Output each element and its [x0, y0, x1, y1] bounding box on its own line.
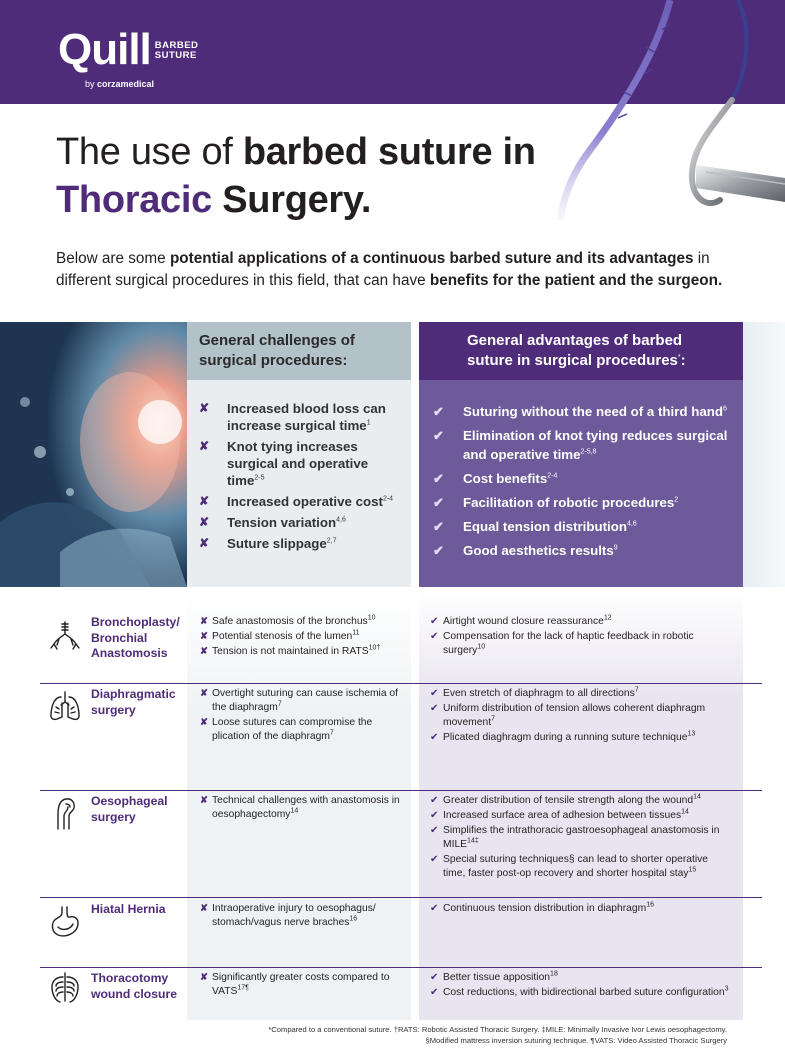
- quill-logo: [58, 25, 199, 89]
- procedure-name: Oesophageal surgery: [91, 794, 168, 824]
- procedure-name: Diaphragmatic surgery: [91, 687, 176, 717]
- check-icon: ✔: [430, 825, 439, 836]
- procedure-advantages: [430, 971, 730, 1001]
- check-icon: ✔: [433, 543, 444, 558]
- procedure-name: Thoracotomy wound closure: [91, 971, 177, 1001]
- cross-icon: ✘: [199, 536, 210, 550]
- logo-tagline: BARBED SUTURE: [154, 40, 199, 61]
- procedure-challenges: [200, 902, 410, 931]
- list-item: ✘ Technical challenges with anastomosis in oesophagectomy$^{14}$: [200, 795, 400, 820]
- list-item: ✔ Cost reductions, with bidirectional barbed suture configuration$^3$: [430, 985, 729, 998]
- challenges-list: [199, 400, 404, 556]
- general-advantages-column: [419, 322, 743, 587]
- advantages-heading: General advantages of barbed suture in surgical procedures*:: [419, 322, 743, 380]
- row-divider: [40, 897, 762, 898]
- barbed-suture-needle-image: [520, 0, 785, 225]
- list-item: ✔ Plicated diaghragm during a running suture technique$^{13}$: [430, 730, 696, 743]
- list-item: ✘ Significantly greater costs compared to $VATS^{17\P}$: [200, 972, 390, 997]
- general-band: [0, 322, 785, 587]
- list-item: ✔ Good aesthetics results$^9$: [433, 543, 618, 558]
- check-icon: ✔: [433, 495, 444, 510]
- cross-icon: ✘: [200, 903, 208, 914]
- list-item: ✔ Facilitation of robotic procedures$^2$: [433, 495, 679, 510]
- list-item: ✔ Uniform distribution of tension allows coherent diaphragm movement$^7$: [430, 703, 706, 728]
- cross-icon: ✘: [200, 646, 208, 657]
- procedure-advantages: [430, 615, 730, 659]
- row-divider: [40, 790, 762, 791]
- cross-icon: ✘: [199, 515, 210, 529]
- list-item: ✘ Increased blood loss can increase surgical time$^1$: [199, 401, 386, 433]
- list-item: ✘ Overtight suturing can cause ischemia of the diaphragm$^7$: [200, 688, 399, 713]
- list-item: ✔ Compensation for the lack of haptic feedback in robotic surgery$^{10}$: [430, 631, 694, 656]
- list-item: ✔ Greater distribution of tensile strength along the wound$^{14}$: [430, 793, 701, 806]
- check-icon: ✔: [430, 703, 439, 714]
- procedure-advantages: [430, 794, 730, 882]
- check-icon: ✔: [433, 404, 444, 419]
- check-icon: ✔: [430, 795, 439, 806]
- procedure-challenges: [200, 615, 410, 660]
- list-item: ✔ Better tissue apposition$^{18}$: [430, 970, 558, 983]
- procedure-challenges: [200, 971, 410, 1000]
- page-title: The use of barbed suture in Thoracic Surgery.: [56, 131, 536, 221]
- ribcage-icon: [48, 971, 82, 1005]
- bronchi-icon: [48, 620, 82, 654]
- check-icon: ✔: [430, 616, 439, 627]
- logo-byline: by corzamedical: [85, 79, 155, 89]
- list-item: ✔ Increased surface area of adhesion between tissues$^{14}$: [430, 808, 689, 821]
- check-icon: ✔: [430, 972, 439, 983]
- list-item: ✔ Suturing without the need of a third hand$^6$: [433, 404, 727, 419]
- list-item: ✘ Knot tying increases surgical and operative time$^{2-5}$: [199, 439, 369, 488]
- list-item: ✘ Potential stenosis of the lumen$^{11}$: [200, 629, 360, 642]
- footnotes: *Compared to a conventional suture. †RATS: Robotic Assisted Thoracic Surgery. ‡MILE: Minimally Invasive Ivor Lewis oesophagectomy. §Modified mattress inversion suturing technique. ¶VATS: Video Assisted Thoracic Surgery: [268, 1025, 727, 1045]
- cross-icon: ✘: [199, 494, 210, 508]
- list-item: ✘ Increased operative cost$^{2-4}$: [199, 494, 394, 509]
- procedure-advantages: [430, 902, 730, 917]
- intro-text: Below are some potential applications of a continuous barbed suture and its advantages in different surgical procedures in this field, that can have benefits for the patient and the surgeon.: [56, 250, 723, 289]
- cross-icon: ✘: [200, 972, 208, 983]
- check-icon: ✔: [430, 631, 439, 642]
- lungs-icon: [48, 689, 82, 723]
- check-icon: ✔: [430, 732, 439, 743]
- needle-holder: [696, 165, 785, 202]
- procedures-table: [0, 590, 785, 1020]
- cross-icon: ✘: [200, 795, 208, 806]
- cross-icon: ✘: [200, 631, 208, 642]
- list-item: ✔ Airtight wound closure reassurance$^{12}$: [430, 614, 612, 627]
- cross-icon: ✘: [200, 616, 208, 627]
- suture-thread-upper: [732, 0, 747, 100]
- list-item: ✘ Suture slippage$^{2,7}$: [199, 536, 337, 551]
- advantages-list: [433, 402, 738, 565]
- list-item: ✘ Tension is not maintained in $RATS^{10\dagger}$: [200, 644, 381, 657]
- check-icon: ✔: [433, 471, 444, 486]
- check-icon: ✔: [430, 987, 439, 998]
- oesophagus-icon: [48, 796, 82, 830]
- list-item: ✔ Simplifies the intrathoracic gastroesophageal anastomosis in $MILE^{14\ddagger}$: [430, 825, 720, 850]
- procedure-advantages: [430, 687, 730, 746]
- row-divider: [40, 683, 762, 684]
- procedure-name: Hiatal Hernia: [91, 902, 166, 916]
- logo-wordmark: Quill: [58, 25, 151, 74]
- list-item: ✔ Equal tension distribution$^{4,6}$: [433, 519, 637, 534]
- general-challenges-column: [187, 322, 411, 587]
- procedure-challenges: [200, 687, 410, 745]
- row-divider: [40, 967, 762, 968]
- check-icon: ✔: [430, 854, 439, 865]
- list-item: ✔ Special suturing techniques§ can lead to shorter operative time, faster post-op recovery and shorter hospital stay$^{15}$: [430, 854, 709, 879]
- check-icon: ✔: [433, 428, 444, 443]
- cross-icon: ✘: [200, 717, 208, 728]
- check-icon: ✔: [433, 519, 444, 534]
- surgeon-lungs-image: [0, 322, 187, 587]
- procedure-name: Bronchoplasty/ Bronchial Anastomosis: [91, 615, 180, 660]
- check-icon: ✔: [430, 903, 439, 914]
- list-item: ✘ Tension variation$^{4,6}$: [199, 515, 346, 530]
- list-item: ✔ Cost benefits$^{2-4}$: [433, 471, 558, 486]
- list-item: ✔ Even stretch of diaphragm to all directions$^7$: [430, 686, 639, 699]
- list-item: ✔ Continuous tension distribution in diaphragm$^{16}$: [430, 901, 654, 914]
- challenges-heading: General challenges of surgical procedures:: [187, 322, 411, 380]
- list-item: ✘ Intraoperative injury to oesophagus/ stomach/vagus nerve braches$^{16}$: [200, 903, 376, 928]
- cross-icon: ✘: [200, 688, 208, 699]
- list-item: ✔ Elimination of knot tying reduces surgical and operative time$^{2-5,8}$: [433, 428, 728, 462]
- stomach-icon: [48, 905, 82, 939]
- band-right-edge: [743, 322, 785, 587]
- list-item: ✘ Loose sutures can compromise the plication of the diaphragm$^7$: [200, 717, 373, 742]
- cross-icon: ✘: [199, 401, 210, 415]
- list-item: ✘ Safe anastomosis of the bronchus$^{10}$: [200, 614, 376, 627]
- cross-icon: ✘: [199, 439, 210, 453]
- suture-thread: [560, 0, 670, 220]
- procedure-challenges: [200, 794, 410, 823]
- check-icon: ✔: [430, 688, 439, 699]
- check-icon: ✔: [430, 810, 439, 821]
